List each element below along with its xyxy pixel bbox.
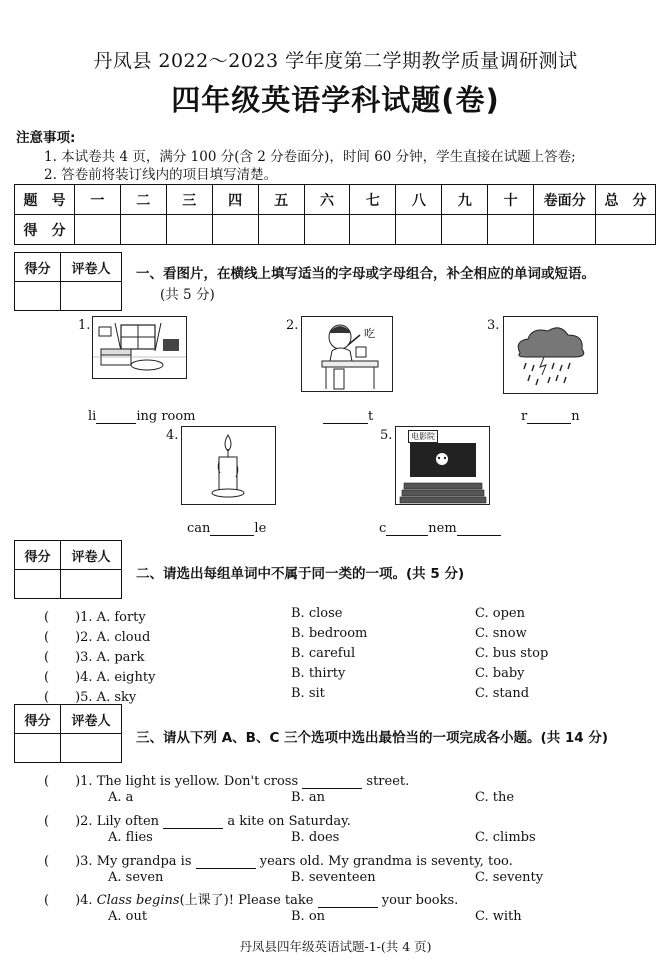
pic1-suffix: ing room — [136, 409, 196, 424]
score-col-neatness: 卷面分 — [534, 185, 596, 215]
pic3-blank[interactable] — [527, 408, 571, 424]
s3-q1-paren[interactable]: ( ) — [44, 774, 81, 789]
s3-q4-number: 4. — [80, 893, 97, 908]
s3-q1-option-a: A. a — [108, 790, 134, 805]
score-table-row2-label: 得 分 — [15, 215, 75, 245]
pic5-prefix: c — [379, 521, 387, 536]
s2-q2-stem: ( )2. A. cloud — [44, 630, 151, 645]
score-table — [14, 184, 656, 245]
grader-score-cell[interactable] — [15, 282, 61, 311]
score-cell[interactable] — [212, 215, 258, 245]
score-table-row1-label: 题 号 — [15, 185, 75, 215]
s3-q1-blank — [302, 773, 362, 789]
score-col-10: 十 — [488, 185, 534, 215]
pic2-number: 2. — [286, 318, 299, 333]
grader-score-cell[interactable] — [15, 570, 61, 599]
s3-q2-blank — [163, 813, 223, 829]
s2-q2-option-c: C. snow — [475, 626, 527, 641]
score-col-7: 七 — [350, 185, 396, 215]
pic4-answer — [187, 520, 266, 536]
page-footer: 丹凤县四年级英语试题-1-(共 4 页) — [239, 939, 432, 954]
score-table-header-row — [15, 185, 656, 215]
score-col-1: 一 — [74, 185, 120, 215]
s2-q5-option-c: C. stand — [475, 686, 530, 701]
score-col-9: 九 — [442, 185, 488, 215]
s3-q3-stem — [44, 850, 513, 869]
rain-cloud-image — [503, 316, 598, 394]
pic4-blank[interactable] — [210, 520, 254, 536]
s3-q3-text-b: years old. My grandma is seventy, too. — [255, 854, 513, 869]
grader-score-cell[interactable] — [15, 734, 61, 763]
s2-q4-option-c: C. baby — [475, 666, 525, 681]
note-item-2: 2. 答卷前将装订线内的项目填写清楚。 — [44, 167, 278, 183]
grader-score-label: 得分 — [15, 541, 61, 570]
section1-points: (共 5 分) — [160, 287, 215, 303]
pic3-suffix: n — [571, 409, 580, 424]
note-item-1: 1. 本试卷共 4 页，满分 100 分(含 2 分卷面分)，时间 60 分钟，学生直接在试题上答卷; — [44, 149, 576, 165]
score-col-2: 二 — [120, 185, 166, 215]
score-cell[interactable] — [396, 215, 442, 245]
s3-q3-blank — [196, 853, 256, 869]
score-cell[interactable] — [488, 215, 534, 245]
s2-q4-stem: ( )4. A. eighty — [44, 670, 156, 685]
grader-reviewer-label: 评卷人 — [61, 541, 122, 570]
s3-q4-stem — [44, 889, 458, 908]
s2-q1-stem: ( )1. A. forty — [44, 610, 146, 625]
pic1-answer — [88, 408, 196, 424]
grader-box-2 — [14, 540, 122, 599]
pic5-blank-2[interactable] — [457, 520, 501, 536]
grader-reviewer-label: 评卷人 — [61, 253, 122, 282]
s3-q4-italic: Class begins — [96, 893, 180, 908]
s3-q4-option-a: A. out — [108, 909, 148, 924]
s2-q3-stem: ( )3. A. park — [44, 650, 145, 665]
s2-q4-option-b: B. thirty — [291, 666, 346, 681]
score-col-6: 六 — [304, 185, 350, 215]
grader-score-label: 得分 — [15, 253, 61, 282]
score-col-4: 四 — [212, 185, 258, 215]
score-cell[interactable] — [304, 215, 350, 245]
s3-q1-option-c: C. the — [475, 790, 515, 805]
s3-q3-option-a: A. seven — [108, 870, 164, 885]
s3-q2-option-c: C. climbs — [475, 830, 536, 845]
s3-q3-option-b: B. seventeen — [291, 870, 376, 885]
grader-score-label: 得分 — [15, 705, 61, 734]
score-cell[interactable] — [166, 215, 212, 245]
section2-title: 二、请选出每组单词中不属于同一类的一项。(共 5 分) — [136, 566, 465, 582]
notes-heading: 注意事项: — [16, 130, 76, 146]
s3-q3-paren[interactable]: ( ) — [44, 854, 81, 869]
s2-q3-option-c: C. bus stop — [475, 646, 549, 661]
s3-q1-stem — [44, 770, 409, 789]
pic5-answer — [379, 520, 501, 536]
grader-reviewer-label: 评卷人 — [61, 705, 122, 734]
s3-q3-text-a: 3. My grandpa is — [80, 854, 196, 869]
pic3-answer — [521, 408, 580, 424]
cinema-sign: 电影院 — [408, 430, 438, 443]
s3-q2-paren[interactable]: ( ) — [44, 814, 81, 829]
s3-q1-text-b: street. — [362, 774, 410, 789]
section1-title: 一、看图片，在横线上填写适当的字母或字母组合，补全相应的单词或短语。 — [136, 266, 595, 282]
pic4-suffix: le — [254, 521, 267, 536]
s3-q4-option-b: B. on — [291, 909, 326, 924]
pic1-blank[interactable] — [96, 408, 136, 424]
s3-q4-text-a: (上课了)! Please take — [179, 893, 318, 908]
score-col-5: 五 — [258, 185, 304, 215]
s2-q5-option-b: B. sit — [291, 686, 325, 701]
pic2-blank[interactable] — [323, 408, 368, 424]
cinema-image — [395, 426, 490, 505]
score-col-total: 总 分 — [596, 185, 656, 215]
grader-reviewer-cell[interactable] — [61, 570, 122, 599]
s2-q1-option-c: C. open — [475, 606, 525, 621]
living-room-image — [92, 316, 187, 379]
s2-q2-option-b: B. bedroom — [291, 626, 368, 641]
s3-q4-paren[interactable]: ( ) — [44, 893, 81, 908]
s3-q3-option-c: C. seventy — [475, 870, 544, 885]
score-cell[interactable] — [350, 215, 396, 245]
pic5-suffix: nem — [428, 521, 457, 536]
score-col-8: 八 — [396, 185, 442, 215]
s3-q4-blank — [318, 892, 378, 908]
pic1-prefix: li — [88, 409, 97, 424]
pic3-number: 3. — [487, 318, 500, 333]
score-table-score-row — [15, 215, 656, 245]
score-cell[interactable] — [534, 215, 596, 245]
s3-q2-option-a: A. flies — [108, 830, 153, 845]
candle-image — [181, 426, 276, 505]
grader-box-3 — [14, 704, 122, 763]
score-cell[interactable] — [596, 215, 656, 245]
s2-q3-option-b: B. careful — [291, 646, 356, 661]
score-cell[interactable] — [442, 215, 488, 245]
pic4-prefix: can — [187, 521, 211, 536]
pic5-number: 5. — [380, 428, 393, 443]
pic3-prefix: r — [521, 409, 528, 424]
s2-q5-stem: ( )5. A. sky — [44, 690, 137, 705]
s3-q4-option-c: C. with — [475, 909, 522, 924]
grader-box-1 — [14, 252, 122, 311]
score-cell[interactable] — [258, 215, 304, 245]
s3-q2-option-b: B. does — [291, 830, 340, 845]
s3-q1-text-a: 1. The light is yellow. Don't cross — [80, 774, 303, 789]
s3-q2-text-a: 2. Lily often — [80, 814, 164, 829]
score-cell[interactable] — [120, 215, 166, 245]
s3-q2-text-b: a kite on Saturday. — [223, 814, 351, 829]
pic5-blank-1[interactable] — [386, 520, 428, 536]
s3-q4-text-b: your books. — [377, 893, 459, 908]
pic4-number: 4. — [166, 428, 179, 443]
grader-reviewer-cell[interactable] — [61, 282, 122, 311]
grader-reviewer-cell[interactable] — [61, 734, 122, 763]
exam-title-line2: 四年级英语学科试题(卷) — [171, 83, 500, 117]
score-col-3: 三 — [166, 185, 212, 215]
speech-bubble-text: 吃 — [364, 327, 375, 340]
eating-boy-image — [301, 316, 393, 392]
pic1-number: 1. — [78, 318, 91, 333]
pic2-answer — [323, 408, 373, 424]
score-cell[interactable] — [74, 215, 120, 245]
s2-q1-option-b: B. close — [291, 606, 343, 621]
s3-q1-option-b: B. an — [291, 790, 325, 805]
section3-title: 三、请从下列 A、B、C 三个选项中选出最恰当的一项完成各小题。(共 14 分) — [136, 730, 609, 746]
s3-q2-stem — [44, 810, 351, 829]
exam-title-line1: 丹凤县 2022～2023 学年度第二学期教学质量调研测试 — [93, 50, 578, 72]
pic2-suffix: t — [368, 409, 374, 424]
